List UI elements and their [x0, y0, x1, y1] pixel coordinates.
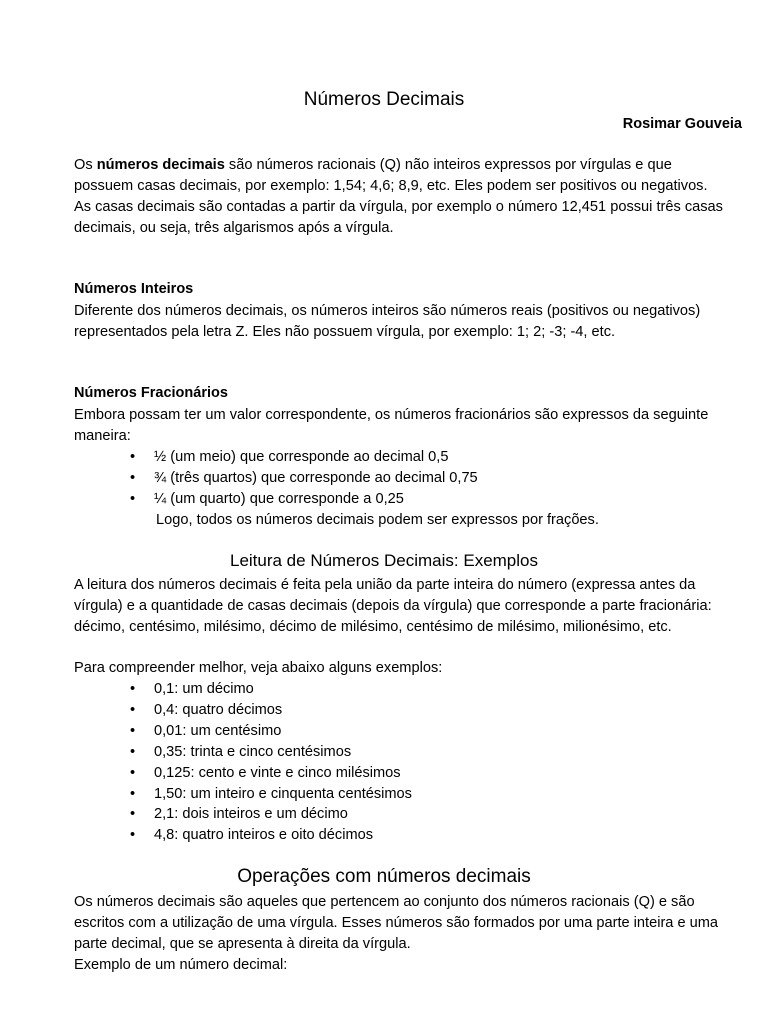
- heading-operacoes: Operações com números decimais: [237, 866, 531, 887]
- list-item: • 0,125: cento e vinte e cinco milésimos: [130, 763, 412, 784]
- list-item: • ½ (um meio) que corresponde ao decimal 0,5: [130, 447, 478, 468]
- heading-leitura: Leitura de Números Decimais: Exemplos: [229, 551, 538, 570]
- document-title: Números Decimais: [303, 89, 465, 110]
- intro-bold-term: números decimais: [96, 157, 225, 173]
- author-name: Rosimar Gouveia: [622, 116, 742, 132]
- list-item: • 4,8: quatro inteiros e oito décimos: [130, 825, 412, 846]
- operacoes-paragraph-2: Exemplo de um número decimal:: [74, 957, 288, 973]
- list-item: • 2,1: dois inteiros e um décimo: [130, 804, 412, 825]
- fracionarios-conclusion: Logo, todos os números decimais podem ser expressos por frações.: [156, 512, 599, 528]
- list-item: • 0,35: trinta e cinco centésimos: [130, 742, 412, 763]
- list-item: • ¾ (três quartos) que corresponde ao decimal 0,75: [130, 468, 478, 489]
- fracionarios-list: [130, 447, 478, 510]
- leitura-paragraph-2: Para compreender melhor, veja abaixo alguns exemplos:: [74, 660, 443, 676]
- intro-paragraph-2: As casas decimais são contadas a partir da vírgula, por exemplo o número 12,451 possui três casas decimais, ou seja, três algarismos após a vírgula.: [74, 198, 723, 236]
- intro-paragraph: [74, 155, 724, 239]
- inteiros-paragraph: Diferente dos números decimais, os números inteiros são números reais (positivos ou negativos) representados pela letra Z. Eles não possuem vírgula, por exemplo: 1; 2; -3; -4, etc.: [74, 303, 701, 340]
- intro-rest: são números racionais (Q) não inteiros expressos por vírgulas e que possuem casas decimais, por exemplo: 1,54; 4,6; 8,9, etc. Eles podem ser positivos ou negativos.: [74, 157, 708, 194]
- list-item: • 1,50: um inteiro e cinquenta centésimos: [130, 784, 412, 805]
- list-item: • 0,01: um centésimo: [130, 721, 412, 742]
- intro-prefix: Os: [74, 157, 97, 173]
- fracionarios-paragraph: Embora possam ter um valor correspondente, os números fracionários são expressos da seguinte maneira:: [74, 407, 709, 444]
- list-item: • 0,1: um décimo: [130, 679, 412, 700]
- operacoes-paragraph: Os números decimais são aqueles que pertencem ao conjunto dos números racionais (Q) e são escritos com a utilização de uma vírgula. Esses números são formados por uma parte inteira e uma parte decimal, que se apresenta à direita da vírgula.: [74, 894, 719, 952]
- leitura-examples-list: [130, 679, 412, 846]
- leitura-paragraph: A leitura dos números decimais é feita pela união da parte inteira do número (expressa antes da vírgula) e a quantidade de casas decimais (depois da vírgula) que corresponde a parte fracionária: décimo, centésimo, milésimo, décimo de milésimo, centésimo de milésimo, milionésimo, etc.: [74, 577, 712, 635]
- heading-inteiros: Números Inteiros: [74, 281, 194, 297]
- list-item: • ¼ (um quarto) que corresponde a 0,25: [130, 489, 478, 510]
- list-item: • 0,4: quatro décimos: [130, 700, 412, 721]
- heading-fracionarios: Números Fracionários: [74, 385, 228, 401]
